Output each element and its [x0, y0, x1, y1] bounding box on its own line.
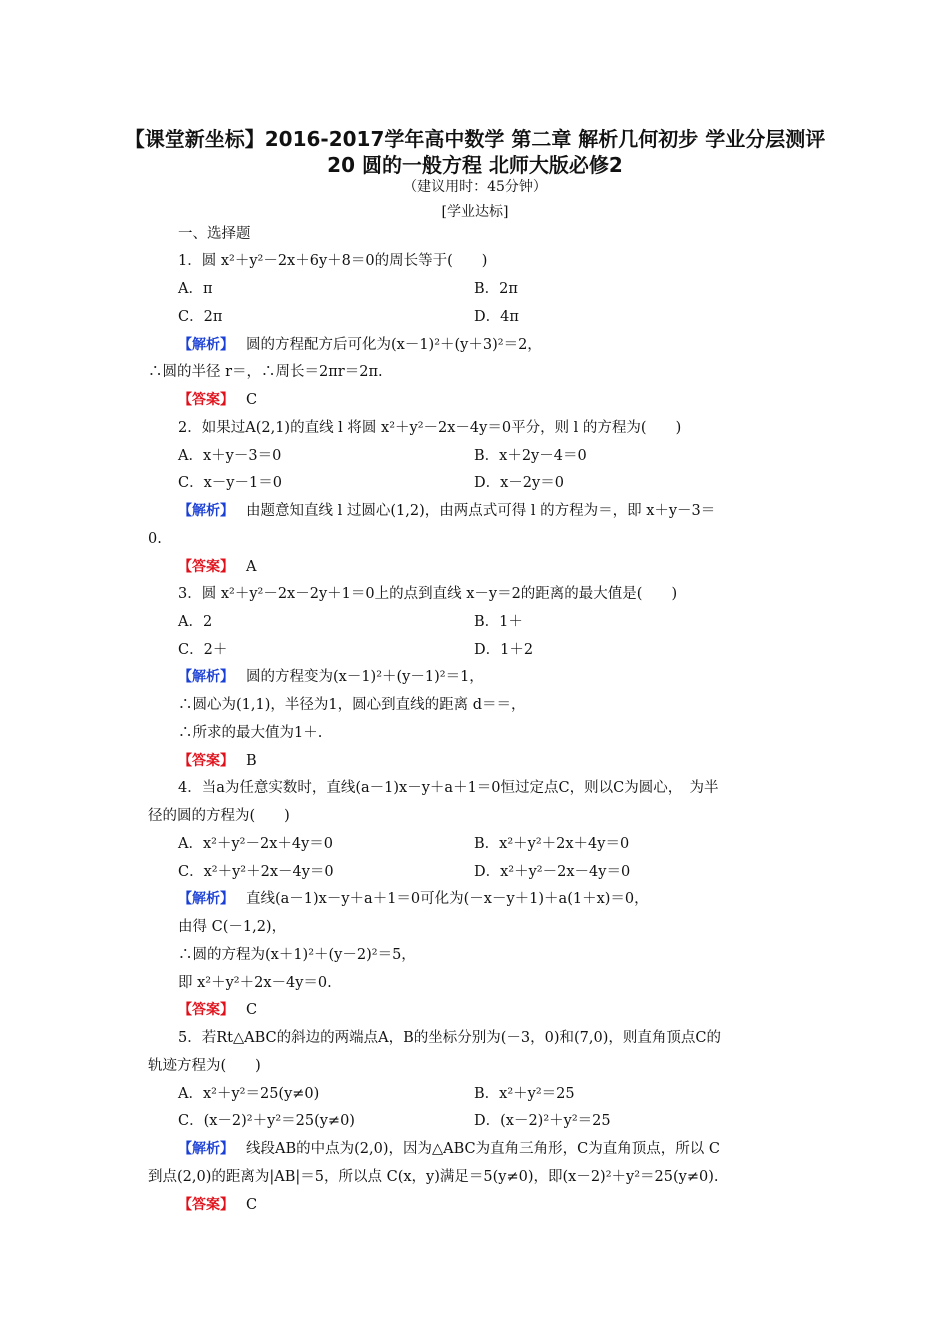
q4-answer-value: C: [246, 1002, 258, 1018]
q5-option-c: C．(x－2)²＋y²＝25(y≠0): [178, 1113, 355, 1129]
q3-analysis-line3: ∴所求的最大值为1＋.: [178, 725, 323, 741]
q2-answer-value: A: [246, 559, 257, 575]
level-heading: [学业达标]: [441, 204, 509, 220]
time-note: （建议用时：45分钟）: [403, 179, 547, 195]
analysis-tag: 【解析】: [178, 503, 234, 519]
q5-option-d: D．(x－2)²＋y²＝25: [474, 1113, 611, 1129]
q3-stem: 3．圆 x²＋y²－2x－2y＋1＝0上的点到直线 x－y＝2的距离的最大值是( ): [178, 586, 678, 602]
q5-option-b: B．x²＋y²＝25: [474, 1086, 575, 1102]
q1-option-c: C．2π: [178, 309, 223, 325]
q5-answer-value: C: [246, 1197, 258, 1213]
q5-stem: 5．若Rt△ABC的斜边的两端点A，B的坐标分别为(－3，0)和(7,0)，则直角顶点C的: [178, 1030, 721, 1046]
analysis-tag: 【解析】: [178, 1141, 234, 1157]
q1-analysis-text: 圆的方程配方后可化为(x－1)²＋(y＋3)²＝2，: [246, 337, 542, 353]
q2-stem: 2．如果过A(2,1)的直线 l 将圆 x²＋y²－2x－4y＝0平分，则 l 的方程为( ): [178, 420, 682, 436]
q2-option-b: B．x＋2y－4＝0: [474, 448, 587, 464]
q4-answer: [178, 1000, 257, 1020]
q5-analysis-line2: 到点(2,0)的距离为|AB|＝5，所以点 C(x，y)满足＝5(y≠0)，即(x－2)²＋y²＝25(y≠0).: [148, 1169, 719, 1185]
q2-analysis-text: 由题意知直线 l 过圆心(1,2)，由两点式可得 l 的方程为＝，即 x＋y－3＝: [246, 503, 716, 519]
q4-option-b: B．x²＋y²＋2x＋4y＝0: [474, 836, 630, 852]
answer-tag: 【答案】: [178, 559, 234, 575]
analysis-tag: 【解析】: [178, 669, 234, 685]
q4-analysis-line3: ∴圆的方程为(x＋1)²＋(y－2)²＝5，: [178, 947, 416, 963]
q4-analysis-line2: 由得 C(－1,2)，: [178, 919, 287, 935]
section-heading: 一、选择题: [178, 226, 251, 242]
q2-analysis: [178, 501, 715, 521]
q4-stem: 4．当a为任意实数时，直线(a－1)x－y＋a＋1＝0恒过定点C，则以C为圆心， 为半: [178, 780, 719, 796]
q1-answer: [178, 390, 257, 410]
q4-analysis-line4: 即 x²＋y²＋2x－4y＝0.: [178, 975, 332, 991]
q3-answer: [178, 751, 257, 771]
q2-option-a: A．x＋y－3＝0: [178, 448, 282, 464]
q2-answer: [178, 557, 256, 577]
analysis-tag: 【解析】: [178, 337, 234, 353]
document-title: 【课堂新坐标】2016-2017学年高中数学 第二章 解析几何初步 学业分层测评20 圆的一般方程 北师大版必修2: [124, 127, 826, 177]
q3-analysis: [178, 667, 484, 687]
q3-option-d: D．1＋2: [474, 642, 534, 658]
q3-option-b: B．1＋: [474, 614, 523, 630]
analysis-tag: 【解析】: [178, 891, 234, 907]
q1-option-a: A．π: [178, 281, 213, 297]
q5-analysis-text: 线段AB的中点为(2,0)，因为△ABC为直角三角形，C为直角顶点，所以 C: [246, 1141, 720, 1157]
q5-analysis: [178, 1139, 720, 1159]
q2-option-d: D．x－2y＝0: [474, 475, 564, 491]
q3-answer-value: B: [246, 753, 257, 769]
answer-tag: 【答案】: [178, 1002, 234, 1018]
answer-tag: 【答案】: [178, 1197, 234, 1213]
answer-tag: 【答案】: [178, 753, 234, 769]
q4-analysis: [178, 889, 649, 909]
q5-answer: [178, 1195, 257, 1215]
q1-option-b: B．2π: [474, 281, 518, 297]
answer-tag: 【答案】: [178, 392, 234, 408]
q4-stem-line2: 径的圆的方程为( ): [148, 808, 290, 824]
q1-analysis-line2: ∴圆的半径 r＝，∴周长＝2πr＝2π.: [148, 364, 383, 380]
q3-option-c: C．2＋: [178, 642, 228, 658]
q4-option-a: A．x²＋y²－2x＋4y＝0: [178, 836, 334, 852]
q1-answer-value: C: [246, 392, 258, 408]
q4-option-c: C．x²＋y²＋2x－4y＝0: [178, 864, 334, 880]
q1-analysis: [178, 335, 542, 355]
q4-option-d: D．x²＋y²－2x－4y＝0: [474, 864, 631, 880]
q1-option-d: D．4π: [474, 309, 519, 325]
q2-analysis-line2: 0.: [148, 531, 162, 547]
q4-analysis-text: 直线(a－1)x－y＋a＋1＝0可化为(－x－y＋1)＋a(1＋x)＝0，: [246, 891, 649, 907]
q3-analysis-line2: ∴圆心为(1,1)，半径为1，圆心到直线的距离 d＝＝，: [178, 697, 526, 713]
q3-analysis-text: 圆的方程变为(x－1)²＋(y－1)²＝1，: [246, 669, 484, 685]
q5-option-a: A．x²＋y²＝25(y≠0): [178, 1086, 320, 1102]
q5-stem-line2: 轨迹方程为( ): [148, 1058, 261, 1074]
q1-stem: 1．圆 x²＋y²－2x＋6y＋8＝0的周长等于( ): [178, 253, 488, 269]
q2-option-c: C．x－y－1＝0: [178, 475, 282, 491]
q3-option-a: A．2: [178, 614, 213, 630]
